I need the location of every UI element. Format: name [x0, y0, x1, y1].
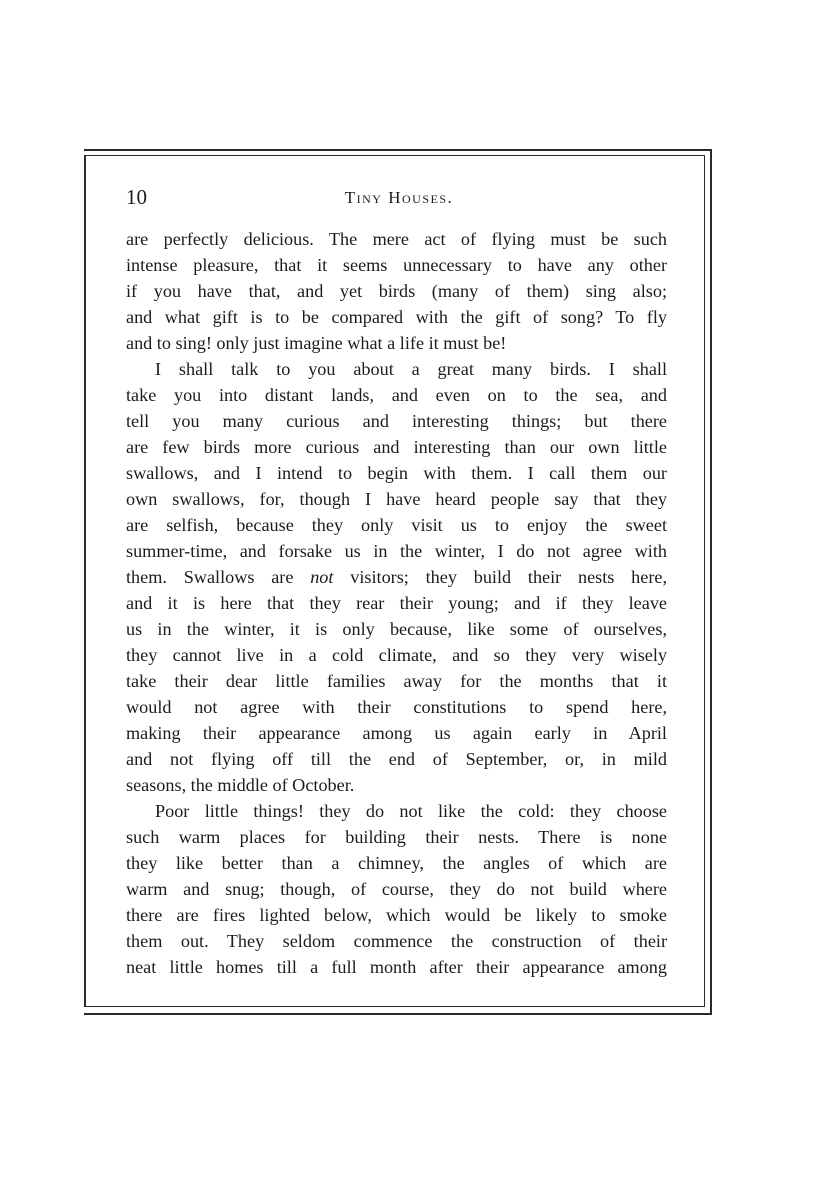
text-line: are few birds more curious and interesting than our own little [126, 437, 667, 457]
frame-rule-right-inner [704, 155, 705, 1007]
text-line: summer-time, and forsake us in the winter, I do not agree with [126, 541, 667, 561]
text-line: warm and snug; though, of course, they do not build where [126, 879, 667, 899]
text-line: such warm places for building their nests. There is none [126, 827, 667, 847]
text-segment: them. Swallows are [126, 567, 311, 587]
text-line: would not agree with their constitutions to spend here, [126, 697, 667, 717]
text-line: and to sing! only just imagine what a life it must be! [126, 333, 507, 353]
text-line: swallows, and I intend to begin with them. I call them our [126, 463, 667, 483]
text-line: and it is here that they rear their young; and if they leave [126, 593, 667, 613]
text-segment: visitors; they build their nests here, [333, 567, 667, 587]
text-line: tell you many curious and interesting things; but there [126, 411, 667, 431]
text-line: are perfectly delicious. The mere act of flying must be such [126, 229, 667, 249]
frame-rule-bottom-outer [84, 1013, 712, 1015]
running-title: Tiny Houses. [344, 188, 454, 207]
text-line: seasons, the middle of October. [126, 775, 355, 795]
page-header [126, 184, 672, 214]
text-line: making their appearance among us again early in April [126, 723, 667, 743]
text-line-with-emphasis [126, 564, 667, 590]
text-line: take their dear little families away for the months that it [126, 671, 667, 691]
frame-rule-top-inner [84, 155, 704, 156]
emphasis-not: not [310, 567, 334, 587]
text-line: us in the winter, it is only because, like some of ourselves, [126, 619, 667, 639]
text-line: are selfish, because they only visit us to enjoy the sweet [126, 515, 667, 535]
frame-rule-left [84, 155, 86, 1007]
body-text [126, 226, 667, 980]
text-line: own swallows, for, though I have heard people say that they [126, 489, 667, 509]
frame-rule-right-outer [710, 149, 712, 1015]
text-line: they cannot live in a cold climate, and so they very wisely [126, 645, 667, 665]
text-line: they like better than a chimney, the angles of which are [126, 853, 667, 873]
text-line: and what gift is to be compared with the gift of song? To fly [126, 307, 667, 327]
page-number: 10 [126, 185, 147, 209]
text-line: I shall talk to you about a great many birds. I shall [155, 359, 667, 379]
text-line: Poor little things! they do not like the cold: they choose [155, 801, 667, 821]
text-line: intense pleasure, that it seems unnecessary to have any other [126, 255, 667, 275]
text-line: them out. They seldom commence the construction of their [126, 931, 667, 951]
text-line: if you have that, and yet birds (many of them) sing also; [126, 281, 667, 301]
text-line: neat little homes till a full month after their appearance among [126, 957, 667, 977]
text-line: take you into distant lands, and even on to the sea, and [126, 385, 667, 405]
frame-rule-top-outer [84, 149, 710, 151]
frame-rule-bottom-inner [84, 1006, 704, 1007]
text-line: and not flying off till the end of September, or, in mild [126, 749, 667, 769]
text-line: there are fires lighted below, which would be likely to smoke [126, 905, 667, 925]
